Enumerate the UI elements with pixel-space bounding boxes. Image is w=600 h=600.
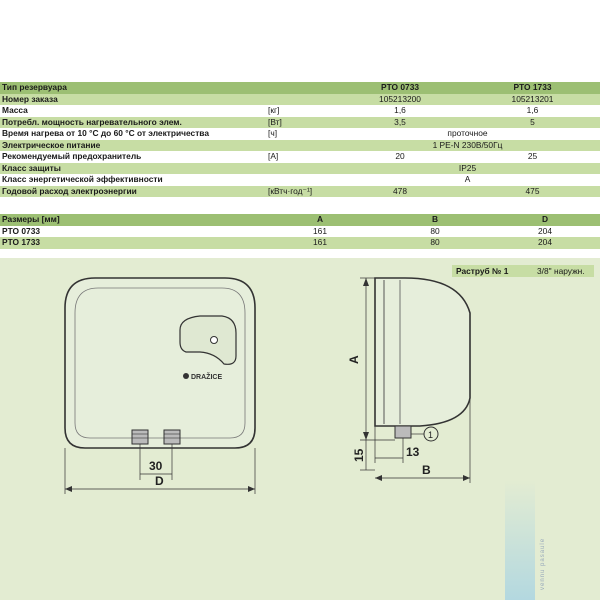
spec-value-1: 20 xyxy=(395,151,405,161)
spec-unit: [Вт] xyxy=(268,116,282,127)
spec-label: Класс защиты xyxy=(2,162,61,173)
spec-label: Потребл. мощность нагревательного элем. xyxy=(2,116,182,127)
dimensions-row xyxy=(0,226,600,238)
dimensions-model: PTO 1733 xyxy=(2,237,41,247)
dimensions-header-d: D xyxy=(541,214,549,224)
dimensions-table xyxy=(0,214,600,249)
spec-unit: [A] xyxy=(268,151,279,161)
spec-label: Масса xyxy=(2,105,28,115)
spec-value-2: 5 xyxy=(530,116,535,127)
spec-row xyxy=(0,140,600,152)
dim-A-label: A xyxy=(347,355,361,364)
connector-left xyxy=(132,430,148,444)
spec-value-span: 1 PE-N 230В/50Гц xyxy=(432,139,503,150)
spec-label: Номер заказа xyxy=(2,93,58,104)
dim-13-label: 13 xyxy=(406,445,420,459)
watermark-text: vennu pasaule xyxy=(540,537,546,590)
dimensions-value-b: 80 xyxy=(430,237,440,247)
spec-label: Время нагрева от 10 °С до 60 °С от электричества xyxy=(2,128,209,138)
spec-value-2: 1,6 xyxy=(526,105,539,115)
spec-header-model-1: PTO 0733 xyxy=(380,82,420,92)
dimensions-value-d: 204 xyxy=(538,237,552,247)
dimensions-value-d: 204 xyxy=(538,225,552,236)
spec-row xyxy=(0,151,600,163)
heater-side-outline xyxy=(375,278,470,426)
dimensions-value-a: 161 xyxy=(313,225,327,236)
brand-logo-text: DRAŽICE xyxy=(191,374,223,381)
dimensions-model: PTO 0733 xyxy=(2,225,41,236)
spec-row xyxy=(0,174,600,186)
dim-B-label: B xyxy=(422,463,431,477)
dim-D-label: D xyxy=(155,474,164,488)
spec-value-2: 475 xyxy=(525,185,540,196)
spec-table xyxy=(0,82,600,197)
spec-label: Класс энергетической эффективности xyxy=(2,174,163,184)
dimensions-header-label: Размеры [мм] xyxy=(2,214,60,224)
dim-15-label: 15 xyxy=(352,448,366,462)
dimensions-row xyxy=(0,237,600,249)
watermark-bar xyxy=(505,480,535,600)
dim-30-label: 30 xyxy=(149,459,163,473)
callout-1-label: 1 xyxy=(428,430,434,440)
dimensions-value-b: 80 xyxy=(430,225,440,236)
spec-label: Рекомендуемый предохранитель xyxy=(2,151,142,161)
spec-value-span: A xyxy=(464,174,471,184)
connector-label: Раструб № 1 xyxy=(456,266,509,276)
spec-row xyxy=(0,128,600,140)
spec-value-2: 105213201 xyxy=(511,93,554,104)
spec-value-span: проточное xyxy=(447,128,488,138)
dimensions-header-a: A xyxy=(316,214,324,224)
dimensions-value-a: 161 xyxy=(313,237,327,247)
spec-label: Электрическое питание xyxy=(2,139,101,150)
brand-logo-icon xyxy=(183,373,189,379)
spec-value-span: IP25 xyxy=(458,162,477,173)
spec-unit xyxy=(268,94,328,106)
dimensions-header-row xyxy=(0,214,600,226)
spec-value-1: 105213200 xyxy=(379,93,421,104)
spec-row xyxy=(0,163,600,175)
spec-unit: [кВтч·год⁻¹] xyxy=(268,185,313,196)
dimensions-header-b: B xyxy=(431,214,439,224)
spec-label: Годовой расход электроэнергии xyxy=(2,185,137,196)
spec-unit: [кг] xyxy=(268,105,280,115)
spec-value-1: 1,6 xyxy=(394,105,406,115)
spec-row xyxy=(0,117,600,129)
spec-unit: [ч] xyxy=(268,128,278,138)
spec-row xyxy=(0,105,600,117)
spec-header-model-2: PTO 1733 xyxy=(513,82,552,92)
side-connector xyxy=(395,426,411,438)
spec-row xyxy=(0,94,600,106)
connector-value: 3/8" наружн. xyxy=(537,266,585,276)
spec-value-1: 478 xyxy=(393,185,407,196)
spec-header-label: Тип резервуара xyxy=(2,82,67,92)
spec-row xyxy=(0,186,600,198)
connector-right xyxy=(164,430,180,444)
spec-header-row xyxy=(0,82,600,94)
spec-value-1: 3,5 xyxy=(394,116,406,127)
spec-value-2: 25 xyxy=(527,151,538,161)
